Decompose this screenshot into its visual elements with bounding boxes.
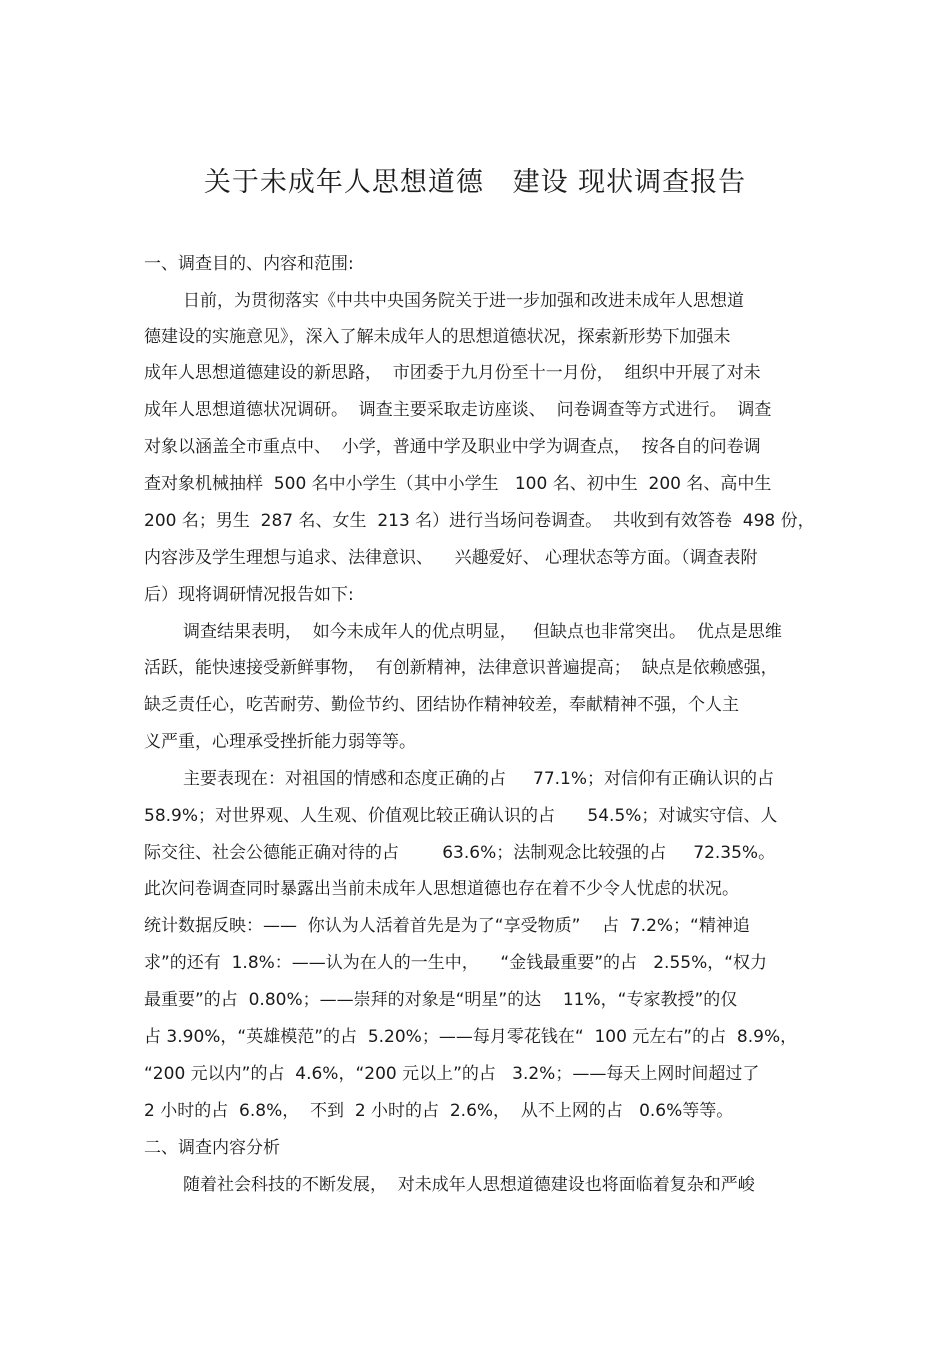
paragraph-line: 德建设的实施意见》，深入了解未成年人的思想道德状况，探索新形势下加强未 bbox=[144, 327, 731, 347]
paragraph-line: 缺乏责任心，吃苦耐劳、勤俭节约、团结协作精神较差，奉献精神不强，个人主 bbox=[144, 695, 739, 715]
paragraph-line: 最重要”的占 0.80%；——崇拜的对象是“明星”的达 11%，“专家教授”的仅 bbox=[144, 990, 738, 1010]
paragraph-line: 占 3.90%，“英雄模范”的占 5.20%；——每月零花钱在“ 100 元左右”的占 8.9%， bbox=[144, 1027, 798, 1047]
paragraph-line: 求”的还有 1.8%：——认为在人的一生中， “金钱最重要”的占 2.55%，“权力 bbox=[144, 953, 768, 973]
section-heading-2: 二、调查内容分析 bbox=[144, 1138, 280, 1158]
paragraph-line: 200 名；男生 287 名、女生 213 名）进行当场问卷调查。 共收到有效答卷 498 份， bbox=[144, 511, 815, 531]
paragraph-line: 查对象机械抽样 500 名中小学生（其中小学生 100 名、初中生 200 名、高中生 bbox=[144, 474, 772, 494]
paragraph-line: 58.9%；对世界观、人生观、价值观比较正确认识的占 54.5%；对诚实守信、人 bbox=[144, 806, 778, 826]
paragraph-line: 此次问卷调查同时暴露出当前未成年人思想道德也存在着不少令人忧虑的状况。 bbox=[144, 879, 739, 899]
paragraph-line: 随着社会科技的不断发展， 对未成年人思想道德建设也将面临着复杂和严峻 bbox=[183, 1175, 755, 1195]
paragraph-line: “200 元以内”的占 4.6%，“200 元以上”的占 3.2%；——每天上网时间超过了 bbox=[144, 1064, 760, 1084]
paragraph-line: 义严重，心理承受挫折能力弱等等。 bbox=[144, 732, 416, 752]
paragraph-line: 日前，为贯彻落实《中共中央国务院关于进一步加强和改进未成年人思想道 bbox=[183, 291, 744, 311]
paragraph-line: 际交往、社会公德能正确对待的占 63.6%；法制观念比较强的占 72.35%。 bbox=[144, 843, 776, 863]
paragraph-line: 后）现将调研情况报告如下: bbox=[144, 585, 354, 605]
document-title: 关于未成年人思想道德 建设 现状调查报告 bbox=[203, 167, 747, 198]
paragraph-line: 活跃，能快速接受新鲜事物， 有创新精神，法律意识普遍提高； 缺点是依赖感强， bbox=[144, 658, 778, 678]
paragraph-line: 调查结果表明， 如今未成年人的优点明显， 但缺点也非常突出。 优点是思维 bbox=[183, 622, 782, 642]
paragraph-line: 内容涉及学生理想与追求、法律意识、 兴趣爱好、 心理状态等方面。（调查表附 bbox=[144, 548, 758, 568]
paragraph-line: 统计数据反映：—— 你认为人活着首先是为了“享受物质” 占 7.2%；“精神追 bbox=[144, 916, 750, 936]
paragraph-line: 成年人思想道德状况调研。 调查主要采取走访座谈、 问卷调查等方式进行。 调查 bbox=[144, 400, 772, 420]
paragraph-line: 成年人思想道德建设的新思路， 市团委于九月份至十一月份， 组织中开展了对未 bbox=[144, 363, 761, 383]
section-heading-1: 一、调查目的、内容和范围: bbox=[144, 254, 354, 274]
paragraph-line: 对象以涵盖全市重点中、 小学，普通中学及职业中学为调查点， 按各自的问卷调 bbox=[144, 437, 761, 457]
paragraph-line: 主要表现在：对祖国的情感和态度正确的占 77.1%；对信仰有正确认识的占 bbox=[183, 769, 775, 789]
paragraph-line: 2 小时的占 6.8%， 不到 2 小时的占 2.6%， 从不上网的占 0.6%等等。 bbox=[144, 1101, 734, 1121]
